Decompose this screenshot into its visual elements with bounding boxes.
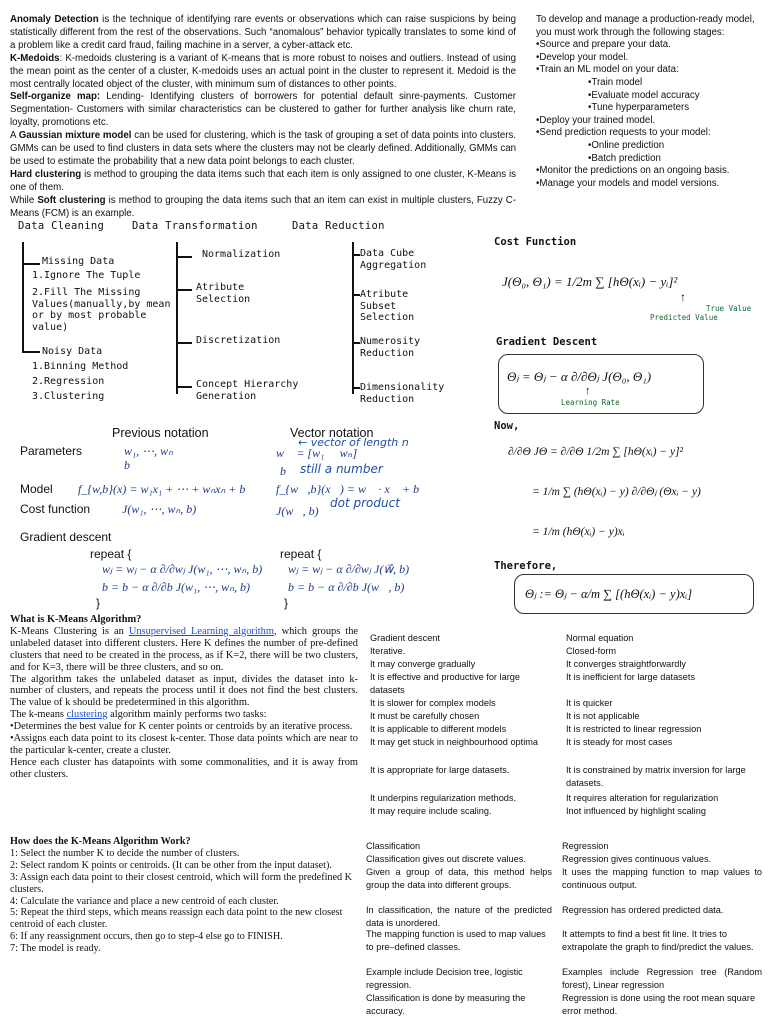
arrow-up-icon: ↑ — [680, 290, 686, 304]
table-cell: It attempts to find a best fit line. It tries to extrapolate the graph to find/predict the values. — [562, 929, 754, 952]
kmeans-bullet: •Determines the best value for K center points or centroids by an iterative process. — [10, 721, 353, 733]
term: Gaussian mixture model — [18, 130, 132, 142]
params-vector-b: b — [280, 464, 286, 478]
cost-function-title: Cost Function — [494, 236, 577, 248]
ml-stages-list — [536, 14, 756, 190]
true-value-label: True Value — [706, 304, 752, 313]
table-cell: Gradient descent — [370, 633, 440, 643]
cost-vector: J(w⃗, b) — [276, 504, 319, 518]
params-previous-b: b — [124, 458, 130, 472]
table-cell: Regression gives continuous values. — [562, 854, 712, 864]
noisy-item: 1.Binning Method — [32, 361, 129, 372]
connector-line — [352, 294, 360, 296]
repeat-vector: repeat { — [280, 547, 322, 561]
now-label: Now, — [494, 420, 520, 432]
table-cell: It converges straightforwardly — [566, 659, 686, 669]
step-item: 4: Calculate the variance and place a new centroid of each cluster. — [10, 895, 279, 907]
text: Lending- Identifying clusters of borrowers for potential default sinre-payments. Customer Segmentation- Customers with similar characteristics can be clustered to gather for further analysis like churn rate, loyalty, promotions etc. — [10, 91, 516, 129]
transformation-item: Discretization — [196, 335, 281, 346]
close-brace: } — [284, 596, 289, 610]
intro-text-block — [10, 14, 516, 221]
missing-data-label: Missing Data — [42, 256, 115, 267]
model-previous: f_{w,b}(x) = w₁x₁ + ⋯ + wₙxₙ + b — [78, 482, 246, 496]
vector-length-note: ← vector of length n — [298, 436, 409, 449]
table-cell: It is steady for most cases — [566, 737, 673, 747]
text: : K-medoids clustering is a variant of K-means that is more robust to noises and outliers. Instead of using the mean point as the center of a cluster, K-medoids uses an actual point in the cluster to represent it. Medoid is the most centrally located object of the cluster, with minimum sum of distances to other points. — [10, 52, 516, 90]
stage-item: •Source and prepare your data. — [536, 39, 671, 51]
table-cell: It requires alteration for regularization — [566, 793, 719, 803]
stage-item: •Train an ML model on your data: — [536, 64, 679, 76]
math-derivation-panel — [494, 234, 764, 619]
gd-previous-w: wⱼ = wⱼ − α ∂/∂wⱼ J(w₁, ⋯, wₙ, b) — [102, 562, 263, 576]
text: While — [10, 194, 38, 206]
heading-data-cleaning: Data Cleaning — [18, 220, 105, 232]
stage-subitem: •Tune hyperparameters — [588, 102, 690, 114]
table-cell: It is appropriate for large datasets. — [370, 765, 510, 775]
term: K-Medoids — [10, 52, 60, 64]
table-cell: Classification — [366, 841, 421, 851]
table-cell: In classification, the nature of the predicted data is unordered. — [366, 905, 552, 928]
connector-line — [352, 242, 354, 394]
term: Self-organize map: — [10, 91, 101, 103]
stage-item: •Develop your model. — [536, 51, 629, 63]
data-preprocessing-diagram — [18, 218, 478, 408]
kmeans-bullet: •Assigns each data point to its closest k-center. Those data points which are near to the particular k-center, create a cluster. — [10, 733, 358, 756]
model-label: Model — [20, 482, 53, 496]
cost-function-equation: J(Θ₀, Θ₁) = 1/2m ∑ [hΘ(xᵢ) − yᵢ]² — [502, 274, 678, 289]
table-cell: It uses the mapping function to map values to continuous output. — [562, 867, 762, 890]
final-update-box — [514, 574, 754, 614]
missing-item: 2.Fill The Missing Values(manually,by mean or by most probable value) — [32, 287, 171, 333]
step-item: 6: If any reassignment occurs, then go to step-4 else go to FINISH. — [10, 931, 283, 943]
stage-item: •Send prediction requests to your model: — [536, 127, 711, 139]
transformation-item: Concept Hierarchy Generation — [196, 379, 299, 402]
kmeans-title: What is K-Means Algorithm? — [10, 614, 142, 625]
kmeans-paragraph: Hence each cluster has datapoints with some commonalities, and it is away from other clusters. — [10, 756, 358, 780]
text: The k-means — [10, 709, 67, 721]
noisy-item: 2.Regression — [32, 376, 105, 387]
kmeans-paragraph — [10, 709, 358, 721]
transformation-item: Atribute Selection — [196, 282, 251, 305]
table-cell: Inot influenced by highlight scaling — [566, 806, 706, 816]
reduction-item: Atribute Subset Selection — [360, 289, 415, 323]
connector-line — [176, 342, 192, 344]
stage-item: •Deploy your trained model. — [536, 114, 656, 126]
stage-subitem: •Batch prediction — [588, 152, 661, 164]
missing-item: 1.Ignore The Tuple — [32, 270, 141, 281]
classification-vs-regression-table — [366, 840, 762, 1020]
step-item: 7: The model is ready. — [10, 943, 101, 955]
connector-line — [22, 242, 24, 352]
heading-data-transformation: Data Transformation — [132, 220, 258, 232]
text: is method to grouping the data items such that each item is only assigned to one cluster, K-Means is one of them. — [10, 168, 516, 193]
text: , which groups the unlabeled dataset into different clusters. Here K defines the number of pre-defined clusters that need to be created in the process, as if K=2, there will be two clusters, and for K=3, there will be three clusters, and so on. — [10, 625, 358, 673]
kmeans-description — [10, 614, 358, 781]
connector-line — [22, 351, 40, 353]
text: is the technique of identifying rare events or observations which can raise suspicions by being statistically different from the rest of the observations. Such “anomalous” behavior typically translates to some kind of a problem like a credit card fraud, failing machine in a server, a cyber-attack etc. — [10, 14, 516, 51]
som-paragraph — [10, 91, 516, 130]
connector-line — [352, 254, 360, 256]
kmeans-steps — [10, 836, 360, 955]
model-vector: f_{w⃗,b}(x⃗) = w⃗ · x⃗ + b — [276, 482, 420, 496]
step-item: 2: Select random K points or centroids. (It can be other from the input dataset). — [10, 859, 332, 871]
stage-item: •Manage your models and model versions. — [536, 177, 720, 189]
final-update-equation: Θⱼ := Θⱼ − α/m ∑ [(hΘ(xᵢ) − y)xᵢ] — [525, 587, 693, 601]
gradient-descent-box — [498, 354, 704, 414]
table-cell: It underpins regularization methods. — [370, 793, 517, 803]
reduction-item: Data Cube Aggregation — [360, 248, 427, 271]
table-cell: It may get stuck in neighbourhood optima — [370, 737, 539, 747]
table-cell: It is quicker — [566, 698, 613, 708]
params-vector: w⃗ = [w₁ ⋯ wₙ] — [276, 446, 358, 460]
table-cell: It must be carefully chosen — [370, 711, 480, 721]
table-cell: Normal equation — [566, 633, 634, 643]
gradient-descent-label: Gradient descent — [20, 530, 112, 544]
text: can be used for clustering, which is the task of grouping a set of data points into clusters. GMMs can be used to find clusters in data sets where the clusters may not be clearly defined. Additionally, GMMs can be used to estimate the probability that a new data point belongs to each cluster. — [10, 130, 516, 167]
table-cell: Regression has ordered predicted data. — [562, 905, 724, 915]
table-cell: It is constrained by matrix inversion for large datasets. — [566, 765, 746, 788]
step-item: 1: Select the number K to decide the number of clusters. — [10, 847, 240, 859]
connector-line — [352, 342, 360, 344]
vector-notation-heading: Vector notation — [290, 426, 374, 440]
gd-vector-w: wⱼ = wⱼ − α ∂/∂wⱼ J(w⃗, b) — [288, 562, 410, 576]
step-item: 5: Repeat the third steps, which means reassign each data point to the new closest centroid of each cluster. — [10, 907, 343, 931]
therefore-label: Therefore, — [494, 560, 558, 572]
table-cell: Regression is done using the root mean square error method. — [562, 993, 756, 1016]
connector-line — [176, 256, 192, 258]
close-brace: } — [96, 596, 101, 610]
kmeans-paragraph — [10, 626, 358, 674]
step-item: 3: Assign each data point to their closest centroid, which will form the predefined K clusters. — [10, 871, 353, 895]
stage-subitem: •Evaluate model accuracy — [588, 89, 700, 101]
stages-intro: To develop and manage a production-ready model, you must work through the following stages: — [536, 14, 755, 38]
table-cell: Example include Decision tree, logistic regression. — [366, 967, 523, 990]
hard-clustering-paragraph — [10, 169, 516, 195]
connector-line — [176, 289, 192, 291]
heading-data-reduction: Data Reduction — [292, 220, 385, 232]
table-cell: Closed-form — [566, 646, 617, 656]
table-cell: It may converge gradually — [370, 659, 476, 669]
table-cell: It may require include scaling. — [370, 806, 492, 816]
table-cell: Regression — [562, 841, 609, 851]
params-previous: w₁, ⋯, wₙ — [124, 444, 173, 458]
derivation-step-1: ∂/∂Θ JΘ = ∂/∂Θ 1/2m ∑ [hΘ(xᵢ) − y]² — [508, 446, 683, 458]
stage-item: •Monitor the predictions on an ongoing basis. — [536, 165, 730, 177]
previous-notation-heading: Previous notation — [112, 426, 209, 440]
gd-vector-b: b = b − α ∂/∂b J(w⃗, b) — [288, 580, 405, 594]
gd-previous-b: b = b − α ∂/∂b J(w₁, ⋯, wₙ, b) — [102, 580, 250, 594]
derivation-step-3: = 1/m (hΘ(xᵢ) − y)xᵢ — [532, 526, 625, 538]
table-cell: It is slower for complex models — [370, 698, 496, 708]
kmeans-paragraph: The algorithm takes the unlabeled dataset as input, divides the dataset into k-number of clusters, and repeats the process until it does not find the best clusters. The value of k should be predetermined in this algorithm. — [10, 673, 358, 709]
gd-vs-normal-equation-table — [370, 632, 762, 822]
reduction-item: Numerosity Reduction — [360, 336, 421, 359]
predicted-value-label: Predicted Value — [650, 313, 718, 322]
connector-line — [22, 263, 40, 265]
gradient-descent-equation: Θⱼ = Θⱼ − α ∂/∂Θⱼ J(Θ₀, Θ₁) — [507, 369, 652, 384]
text: is method to grouping the data items such that an item can exist in multiple clusters, Fuzzy C-Means (FCM) is an example. — [10, 194, 516, 219]
parameters-label: Parameters — [20, 444, 83, 458]
term: Hard clustering — [10, 168, 82, 180]
table-cell: It is effective and productive for large datasets — [370, 672, 520, 695]
table-cell: It is applicable to different models — [370, 724, 507, 734]
kmedoids-paragraph — [10, 53, 516, 92]
reduction-item: Dimensionality Reduction — [360, 382, 445, 405]
connector-line — [352, 387, 360, 389]
dot-product-note: dot product — [330, 496, 400, 510]
table-cell: It is not applicable — [566, 711, 640, 721]
anomaly-paragraph — [10, 14, 516, 53]
table-cell: It is inefficient for large datasets — [566, 672, 696, 682]
table-cell: Classification is done by measuring the accuracy. — [366, 993, 526, 1016]
table-cell: It is restricted to linear regression — [566, 724, 702, 734]
text: algorithm mainly performs two tasks: — [107, 709, 267, 721]
connector-line — [176, 242, 178, 394]
table-cell: The mapping function is used to map values to pre–defined classes. — [366, 929, 546, 952]
table-cell: Iterative. — [370, 646, 406, 656]
unsupervised-learning-link[interactable]: Unsupervised Learning algorithm — [128, 625, 274, 637]
connector-line — [176, 386, 192, 388]
notation-comparison — [18, 424, 478, 614]
table-cell: Given a group of data, this method helps group the data into different groups. — [366, 867, 552, 890]
learning-rate-label: Learning Rate — [561, 398, 620, 407]
cost-previous: J(w₁, ⋯, wₙ, b) — [122, 502, 197, 516]
stage-subitem: •Train model — [588, 76, 643, 88]
table-cell: Classification gives out discrete values. — [366, 854, 526, 864]
transformation-item: Normalization — [202, 249, 281, 260]
noisy-item: 3.Clustering — [32, 391, 105, 402]
steps-title: How does the K-Means Algorithm Work? — [10, 836, 191, 847]
still-number-note: still a number — [300, 462, 383, 476]
arrow-up-icon: ↑ — [585, 385, 591, 397]
text: A — [10, 130, 19, 142]
noisy-data-label: Noisy Data — [42, 346, 103, 357]
term: Anomaly Detection — [10, 14, 99, 25]
soft-clustering-paragraph — [10, 195, 516, 221]
gmm-paragraph — [10, 130, 516, 169]
derivation-step-2: = 1/m ∑ (hΘ(xᵢ) − y) ∂/∂Θⱼ (Θxᵢ − y) — [532, 486, 701, 498]
cost-function-label: Cost function — [20, 502, 91, 516]
repeat-previous: repeat { — [90, 547, 132, 561]
clustering-link[interactable]: clustering — [66, 709, 108, 721]
term: Soft clustering — [37, 194, 106, 206]
table-cell: Examples include Regression tree (Random forest), Linear regression — [562, 967, 762, 990]
gradient-descent-title: Gradient Descent — [496, 336, 598, 348]
stage-subitem: •Online prediction — [588, 139, 665, 151]
text: K-Means Clustering is an — [10, 625, 129, 637]
